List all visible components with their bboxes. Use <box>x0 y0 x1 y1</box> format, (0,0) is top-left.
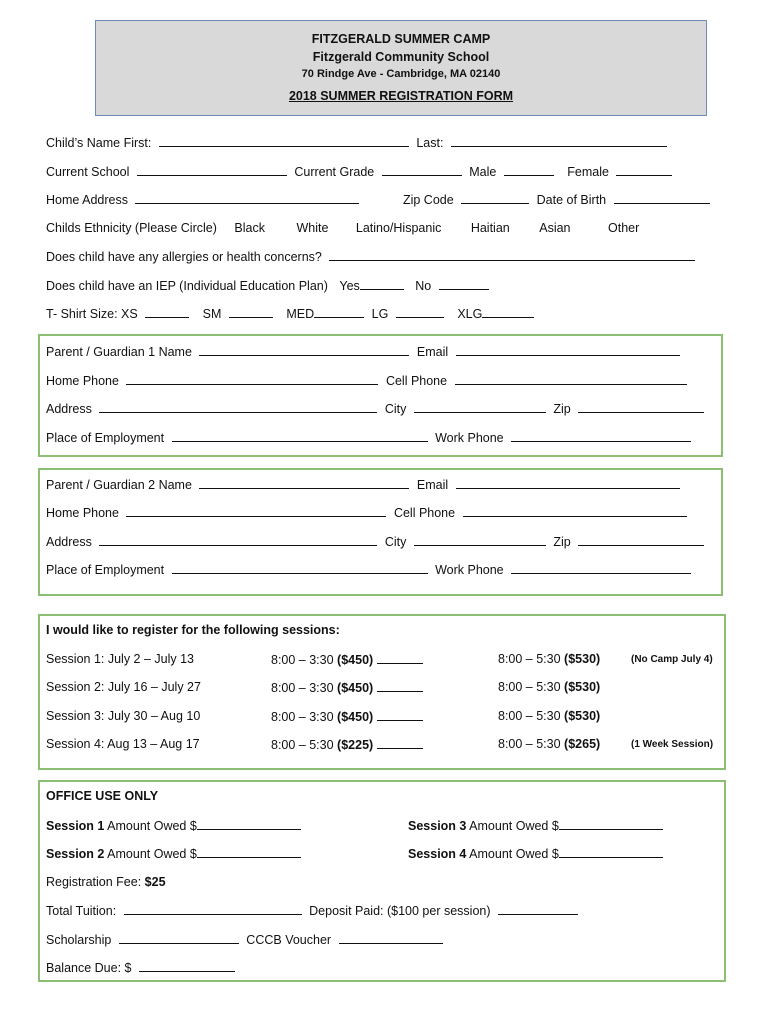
session-1-full-price: ($530) <box>564 652 601 666</box>
current-grade-label: Current Grade <box>294 165 375 179</box>
office-session-3-amount-field[interactable] <box>559 817 663 830</box>
guardian2-cell-phone-field[interactable] <box>463 504 687 517</box>
session-3-name: Session 3: July 30 – Aug 10 <box>46 709 201 723</box>
guardian2-name-row <box>46 476 680 492</box>
session-2-full-time: 8:00 – 5:30 <box>498 680 561 694</box>
session-3-full-price: ($530) <box>564 709 601 723</box>
balance-due-field[interactable] <box>139 959 235 972</box>
iep-no-field[interactable] <box>439 277 489 290</box>
home-address-label: Home Address <box>46 193 128 207</box>
zip-code-label: Zip Code <box>402 193 454 207</box>
ethnicity-option-black[interactable]: Black <box>234 221 265 235</box>
zip-code-field[interactable] <box>461 191 529 204</box>
office-session-4-label: Session 4 <box>408 847 467 861</box>
office-session-3-row <box>408 817 663 833</box>
current-school-label: Current School <box>46 165 130 179</box>
session-4-full-time: 8:00 – 5:30 <box>498 737 561 751</box>
registration-fee-value: $25 <box>144 875 166 889</box>
home-address-row <box>46 191 710 207</box>
ethnicity-option-latino[interactable]: Latino/Hispanic <box>355 221 442 235</box>
camp-name: FITZGERALD SUMMER CAMP <box>311 32 491 46</box>
current-grade-field[interactable] <box>382 163 462 176</box>
guardian2-name-field[interactable] <box>199 476 409 489</box>
tshirt-xlg-label: XLG <box>457 307 483 321</box>
office-session-4-amount-field[interactable] <box>559 845 663 858</box>
child-first-name-label: Child’s Name First: <box>46 136 152 150</box>
ethnicity-label: Childs Ethnicity (Please Circle) <box>46 221 217 235</box>
office-session-2-amount-label: Amount Owed $ <box>107 847 197 861</box>
guardian2-address-label: Address <box>46 535 92 549</box>
tshirt-lg-label: LG <box>371 307 389 321</box>
guardian1-phone-row <box>46 372 687 388</box>
office-session-4-amount-label: Amount Owed $ <box>469 847 559 861</box>
child-last-name-field[interactable] <box>451 134 667 147</box>
ethnicity-option-white[interactable]: White <box>296 221 329 235</box>
tshirt-row <box>46 305 534 321</box>
guardian2-email-field[interactable] <box>456 476 680 489</box>
guardian2-work-phone-field[interactable] <box>511 561 691 574</box>
tshirt-label: T- Shirt Size: XS <box>46 307 138 321</box>
deposit-paid-label: Deposit Paid: ($100 per session) <box>309 904 491 918</box>
session-3-half-time: 8:00 – 3:30 <box>271 710 334 724</box>
form-title: 2018 SUMMER REGISTRATION FORM <box>288 89 514 103</box>
guardian2-zip-field[interactable] <box>578 533 704 546</box>
guardian1-name-field[interactable] <box>199 343 409 356</box>
dob-field[interactable] <box>614 191 710 204</box>
office-session-3-label: Session 3 <box>408 819 467 833</box>
session-2-half-time: 8:00 – 3:30 <box>271 681 334 695</box>
office-session-2-row <box>46 845 301 861</box>
guardian2-home-phone-field[interactable] <box>126 504 386 517</box>
session-4-half-price: ($225) <box>337 738 374 752</box>
guardian2-phone-row <box>46 504 687 520</box>
registration-fee-row <box>46 874 166 890</box>
guardian2-email-label: Email <box>416 478 449 492</box>
guardian1-employment-row <box>46 429 691 445</box>
session-2-option-half <box>271 679 423 695</box>
current-school-field[interactable] <box>137 163 287 176</box>
form-header <box>95 20 707 116</box>
session-4-note: (1 Week Session) <box>631 739 714 750</box>
school-name: Fitzgerald Community School <box>312 50 490 64</box>
session-1-note: (No Camp July 4) <box>631 654 713 665</box>
session-4-option-full <box>498 736 600 752</box>
scholarship-row <box>46 931 443 947</box>
session-4-full-price: ($265) <box>564 737 601 751</box>
session-2-full-price: ($530) <box>564 680 601 694</box>
ethnicity-option-asian[interactable]: Asian <box>539 221 571 235</box>
guardian1-employment-label: Place of Employment <box>46 431 165 445</box>
allergies-label: Does child have any allergies or health concerns? <box>46 250 322 264</box>
guardian1-email-label: Email <box>416 345 449 359</box>
session-4-half-field[interactable] <box>377 736 423 749</box>
session-1-half-field[interactable] <box>377 651 423 664</box>
ethnicity-option-other[interactable]: Other <box>608 221 640 235</box>
session-2-half-price: ($450) <box>337 681 374 695</box>
guardian1-zip-label: Zip <box>553 402 571 416</box>
guardian1-work-phone-field[interactable] <box>511 429 691 442</box>
home-address-field[interactable] <box>135 191 359 204</box>
office-session-3-amount-label: Amount Owed $ <box>469 819 559 833</box>
balance-due-label: Balance Due: $ <box>46 961 132 975</box>
guardian1-city-field[interactable] <box>414 400 546 413</box>
guardian2-employment-row <box>46 561 691 577</box>
guardian1-name-label: Parent / Guardian 1 Name <box>46 345 192 359</box>
school-grade-row <box>46 163 672 179</box>
guardian2-cell-phone-label: Cell Phone <box>393 506 456 520</box>
session-2-half-field[interactable] <box>377 679 423 692</box>
tshirt-xlg-field[interactable] <box>482 305 534 318</box>
session-1-option-half <box>271 651 423 667</box>
guardian1-cell-phone-label: Cell Phone <box>385 374 448 388</box>
guardian1-work-phone-label: Work Phone <box>435 431 504 445</box>
session-4-option-half <box>271 736 423 752</box>
guardian1-address-label: Address <box>46 402 92 416</box>
cccb-voucher-field[interactable] <box>339 931 443 944</box>
total-tuition-field[interactable] <box>124 902 302 915</box>
office-session-1-amount-field[interactable] <box>197 817 301 830</box>
session-1-half-time: 8:00 – 3:30 <box>271 653 334 667</box>
office-session-4-row <box>408 845 663 861</box>
tshirt-sm-label: SM <box>202 307 222 321</box>
guardian1-cell-phone-field[interactable] <box>455 372 687 385</box>
cccb-voucher-label: CCCB Voucher <box>246 933 332 947</box>
school-address: 70 Rindge Ave - Cambridge, MA 02140 <box>301 68 501 80</box>
male-label: Male <box>469 165 497 179</box>
child-last-name-label: Last: <box>416 136 444 150</box>
session-3-half-price: ($450) <box>337 710 374 724</box>
allergies-row <box>46 248 695 264</box>
session-1-option-full <box>498 651 600 667</box>
session-4-name: Session 4: Aug 13 – Aug 17 <box>46 737 200 751</box>
tshirt-lg-field[interactable] <box>396 305 444 318</box>
tshirt-med-label: MED <box>286 307 315 321</box>
guardian1-zip-field[interactable] <box>578 400 704 413</box>
guardian1-email-field[interactable] <box>456 343 680 356</box>
guardian2-employment-label: Place of Employment <box>46 563 165 577</box>
sessions-heading: I would like to register for the following sessions: <box>46 623 340 637</box>
session-3-full-time: 8:00 – 5:30 <box>498 709 561 723</box>
iep-no-label: No <box>415 279 432 293</box>
guardian1-address-field[interactable] <box>99 400 377 413</box>
iep-label: Does child have an IEP (Individual Education Plan) <box>46 279 328 293</box>
session-2-name: Session 2: July 16 – July 27 <box>46 680 201 694</box>
tshirt-xs-field[interactable] <box>145 305 189 318</box>
guardian1-city-label: City <box>384 402 407 416</box>
registration-fee-label: Registration Fee: <box>46 875 142 889</box>
female-label: Female <box>567 165 609 179</box>
scholarship-label: Scholarship <box>46 933 112 947</box>
guardian2-home-phone-label: Home Phone <box>46 506 119 520</box>
guardian2-address-row <box>46 533 704 549</box>
session-2-option-full <box>498 679 600 695</box>
total-tuition-label: Total Tuition: <box>46 904 117 918</box>
office-session-1-label: Session 1 <box>46 819 105 833</box>
child-name-row <box>46 134 667 150</box>
iep-yes-field[interactable] <box>360 277 404 290</box>
session-4-half-time: 8:00 – 5:30 <box>271 738 334 752</box>
session-1-name: Session 1: July 2 – July 13 <box>46 652 194 666</box>
guardian2-city-label: City <box>384 535 407 549</box>
guardian1-address-row <box>46 400 704 416</box>
guardian2-employment-field[interactable] <box>172 561 428 574</box>
guardian1-home-phone-label: Home Phone <box>46 374 119 388</box>
tshirt-med-field[interactable] <box>314 305 364 318</box>
iep-yes-label: Yes <box>339 279 360 293</box>
office-session-2-label: Session 2 <box>46 847 105 861</box>
session-3-option-half <box>271 708 423 724</box>
child-first-name-field[interactable] <box>159 134 409 147</box>
session-1-half-price: ($450) <box>337 653 374 667</box>
male-field[interactable] <box>504 163 554 176</box>
guardian2-address-field[interactable] <box>99 533 377 546</box>
session-3-option-full <box>498 708 600 724</box>
tshirt-sm-field[interactable] <box>229 305 273 318</box>
deposit-paid-field[interactable] <box>498 902 578 915</box>
guardian2-city-field[interactable] <box>414 533 546 546</box>
dob-label: Date of Birth <box>536 193 607 207</box>
guardian1-employment-field[interactable] <box>172 429 428 442</box>
allergies-field[interactable] <box>329 248 695 261</box>
session-1-full-time: 8:00 – 5:30 <box>498 652 561 666</box>
ethnicity-option-haitian[interactable]: Haitian <box>470 221 510 235</box>
office-session-2-amount-field[interactable] <box>197 845 301 858</box>
ethnicity-row <box>46 220 639 236</box>
guardian1-home-phone-field[interactable] <box>126 372 378 385</box>
balance-due-row <box>46 959 235 975</box>
iep-row <box>46 277 489 293</box>
guardian2-name-label: Parent / Guardian 2 Name <box>46 478 192 492</box>
scholarship-field[interactable] <box>119 931 239 944</box>
office-use-heading: OFFICE USE ONLY <box>46 789 159 803</box>
guardian1-name-row <box>46 343 680 359</box>
guardian2-work-phone-label: Work Phone <box>435 563 504 577</box>
office-session-1-amount-label: Amount Owed $ <box>107 819 197 833</box>
tuition-row <box>46 902 578 918</box>
female-field[interactable] <box>616 163 672 176</box>
office-session-1-row <box>46 817 301 833</box>
session-3-half-field[interactable] <box>377 708 423 721</box>
guardian2-zip-label: Zip <box>553 535 571 549</box>
